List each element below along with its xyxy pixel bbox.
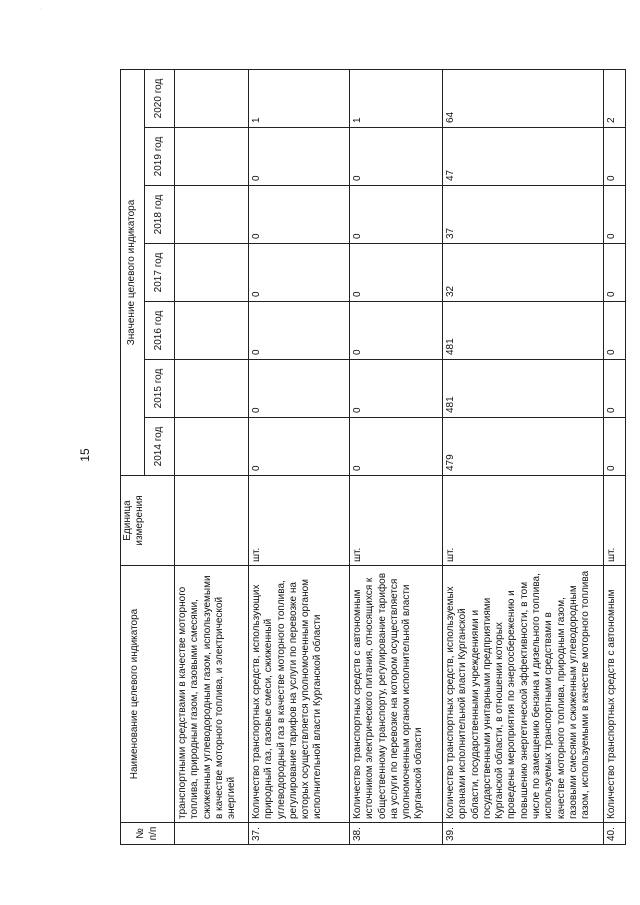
header-year: 2015 год xyxy=(145,360,175,418)
header-year: 2020 год xyxy=(145,69,175,127)
value-2015: 0 xyxy=(350,360,443,418)
row-number: 37. xyxy=(249,823,350,845)
value-2018: 37 xyxy=(443,186,604,244)
value-2014 xyxy=(175,418,249,476)
indicator-name: Количество транспортных средств, использующих природный газ, газовые смеси, сжиженный углеводородный газ в качестве моторного топлива, регулирование тарифов на услуги по перевозке на которых осуществляется уполномоченным органом исполнительной власти Курганской области xyxy=(249,566,350,823)
header-year: 2017 год xyxy=(145,244,175,302)
value-2018: 0 xyxy=(350,186,443,244)
value-2015: 0 xyxy=(249,360,350,418)
value-2019: 0 xyxy=(350,128,443,186)
indicator-name: Количество транспортных средств с автономным xyxy=(604,566,626,823)
value-2015: 481 xyxy=(443,360,604,418)
header-unit: Единица измерения xyxy=(121,476,175,566)
value-2016: 0 xyxy=(604,302,626,360)
unit xyxy=(175,476,249,566)
header-year: 2019 год xyxy=(145,128,175,186)
value-2020: 1 xyxy=(350,69,443,127)
unit: шт. xyxy=(249,476,350,566)
page-number: 15 xyxy=(78,448,92,462)
indicator-table xyxy=(120,69,626,845)
unit: шт. xyxy=(604,476,626,566)
indicator-name: транспортными средствами в качестве моторного топлива, природным газом, газовыми смесями, сжиженным углеводородным газом, используемыми в качестве моторного топлива, и электрической энергией xyxy=(175,566,249,823)
value-2018: 0 xyxy=(604,186,626,244)
header-name: Наименование целевого индикатора xyxy=(121,566,175,823)
row-number: 39. xyxy=(443,823,604,845)
table-row xyxy=(604,69,626,844)
value-2014: 0 xyxy=(350,418,443,476)
table-row xyxy=(249,69,350,844)
header-year: 2016 год xyxy=(145,302,175,360)
value-2020: 2 xyxy=(604,69,626,127)
unit: шт. xyxy=(443,476,604,566)
value-2014: 479 xyxy=(443,418,604,476)
value-2015: 0 xyxy=(604,360,626,418)
header-no: № п/п xyxy=(121,823,175,845)
header-values-group: Значение целевого индикатора xyxy=(121,69,145,475)
value-2017 xyxy=(175,244,249,302)
value-2020: 1 xyxy=(249,69,350,127)
value-2019: 0 xyxy=(604,128,626,186)
value-2018: 0 xyxy=(249,186,350,244)
value-2019 xyxy=(175,128,249,186)
indicator-name: Количество транспортных средств, используемых органами исполнительной власти Курганской области, государственными учреждениями и государственными унитарными предприятиями Курганской области, в отношении которых проведены мероприятия по энергосбережению и повышению энергетической эффективности, в том числе по замещению бензина и дизельного топлива, используемых транспортными средствами в качестве моторного топлива, природным газом, газовыми смесями и сжиженным углеводородным газом, используемыми в качестве моторного топлива xyxy=(443,566,604,823)
value-2018 xyxy=(175,186,249,244)
value-2016: 0 xyxy=(249,302,350,360)
row-number: 38. xyxy=(350,823,443,845)
table-row xyxy=(350,69,443,844)
scan-mark: · xyxy=(40,6,42,12)
value-2014: 0 xyxy=(604,418,626,476)
table-row xyxy=(443,69,604,844)
value-2016: 481 xyxy=(443,302,604,360)
value-2014: 0 xyxy=(249,418,350,476)
header-year: 2018 год xyxy=(145,186,175,244)
value-2017: 0 xyxy=(350,244,443,302)
value-2020 xyxy=(175,69,249,127)
rotated-table-container xyxy=(120,70,625,845)
row-number: 40. xyxy=(604,823,626,845)
value-2020: 64 xyxy=(443,69,604,127)
indicator-name: Количество транспортных средств с автономным источником электрического питания, относящихся к общественному транспорту, регулирование тарифов на услуги по перевозке на котором осуществляется уполномоченным органом исполнительной власти Курганской области xyxy=(350,566,443,823)
value-2019: 47 xyxy=(443,128,604,186)
value-2017: 0 xyxy=(604,244,626,302)
table-row xyxy=(175,69,249,844)
unit: шт. xyxy=(350,476,443,566)
row-number xyxy=(175,823,249,845)
value-2017: 32 xyxy=(443,244,604,302)
header-year: 2014 год xyxy=(145,418,175,476)
value-2015 xyxy=(175,360,249,418)
value-2019: 0 xyxy=(249,128,350,186)
value-2016 xyxy=(175,302,249,360)
value-2016: 0 xyxy=(350,302,443,360)
value-2017: 0 xyxy=(249,244,350,302)
